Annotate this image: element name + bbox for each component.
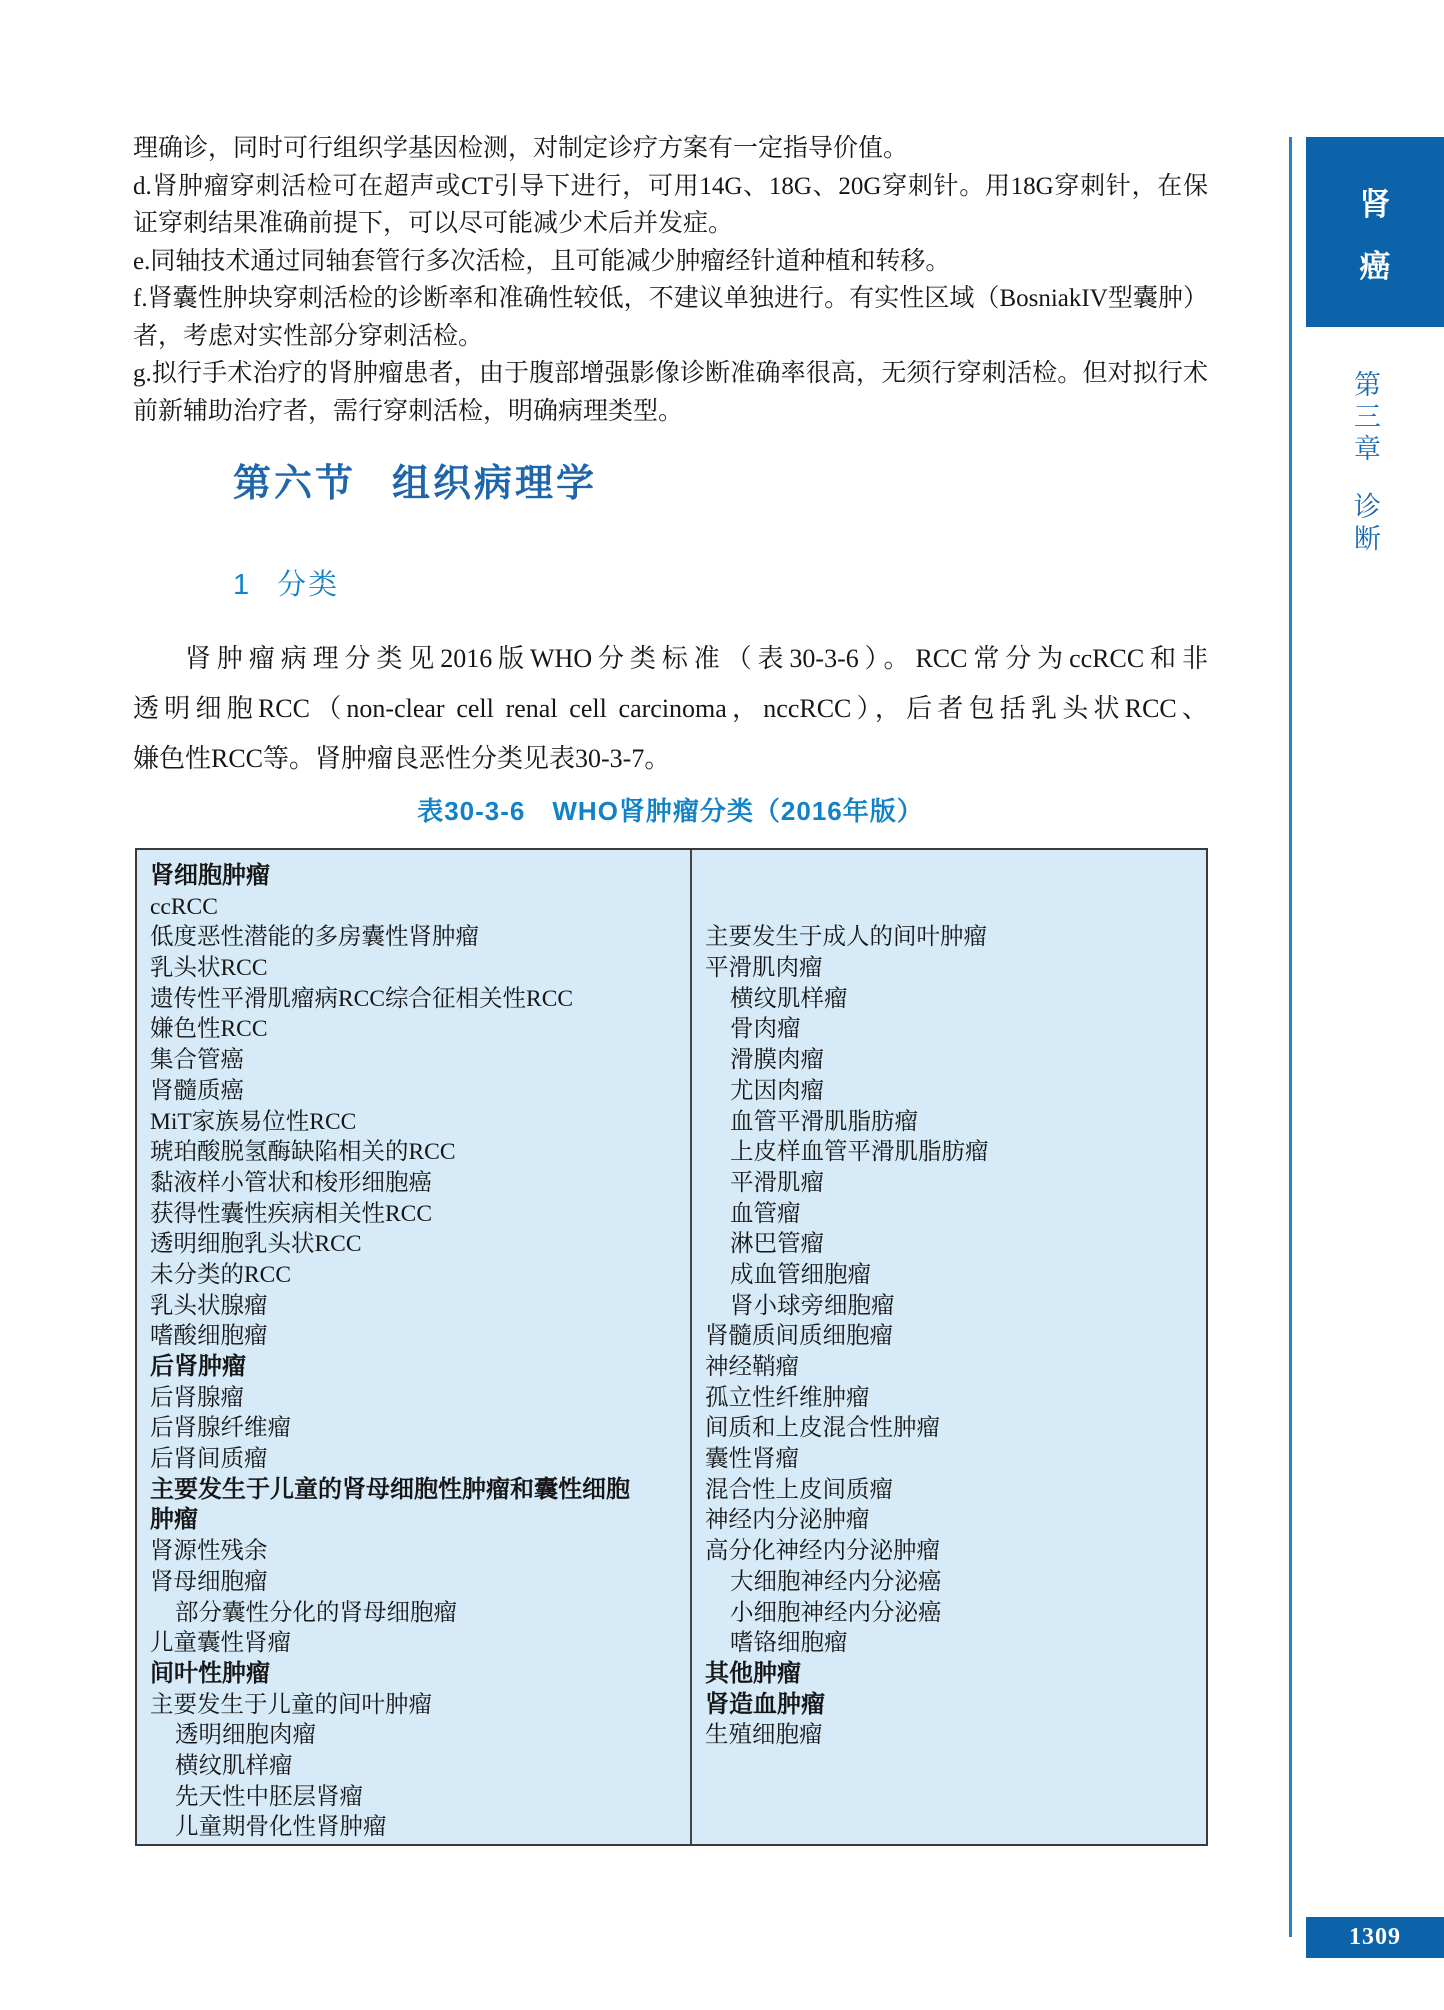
table-row: 间叶性肿瘤 <box>150 1659 270 1687</box>
table-row: 生殖细胞瘤 <box>705 1722 823 1749</box>
section-label: 第六节 <box>233 463 357 505</box>
table-row: 肾髓质癌 <box>150 1077 244 1104</box>
table-row: 后肾间质瘤 <box>150 1446 268 1473</box>
table-row: 琥珀酸脱氢酶缺陷相关的RCC <box>150 1139 456 1166</box>
table-row: 肾细胞肿瘤 <box>150 862 270 889</box>
chapter-tab <box>1306 137 1444 327</box>
table-row: 大细胞神经内分泌癌 <box>730 1568 942 1595</box>
table-row: 骨肉瘤 <box>730 1016 801 1043</box>
table-row <box>692 1782 1206 1813</box>
table-row <box>692 1812 1206 1843</box>
text-line: 嫌色性RCC等。肾肿瘤良恶性分类见表30-3-7。 <box>133 744 671 773</box>
table-row: 后肾肿瘤 <box>150 1353 246 1380</box>
table-row: 透明细胞乳头状RCC <box>150 1231 362 1258</box>
table-row: 后肾腺瘤 <box>150 1384 244 1411</box>
text-line: 者，考虑对实性部分穿刺活检。 <box>133 322 484 350</box>
table-row: 淋巴管瘤 <box>730 1231 824 1258</box>
table-row: 混合性上皮间质瘤 <box>705 1476 893 1503</box>
chapter-number: 第三章 <box>1350 370 1380 466</box>
subsection-title: 分类 <box>277 569 340 601</box>
table-row: 黏液样小管状和梭形细胞癌 <box>150 1169 432 1196</box>
table-row: 未分类的RCC <box>150 1261 292 1288</box>
table-row: 先天性中胚层肾瘤 <box>175 1783 363 1810</box>
text-line: f.肾囊性肿块穿刺活检的诊断率和准确性较低，不建议单独进行。有实性区域（BosniakIV型囊肿） <box>133 285 1208 312</box>
subsection-number: 1 <box>233 569 252 601</box>
table-row <box>692 892 1206 923</box>
table-row: 嫌色性RCC <box>150 1016 268 1043</box>
table-row: 囊性肾瘤 <box>705 1446 799 1473</box>
table-row: 横纹肌样瘤 <box>175 1752 293 1779</box>
chapter-tab-char: 肾 <box>1359 186 1391 222</box>
table-row: 横纹肌样瘤 <box>730 985 848 1012</box>
text-line: d.肾肿瘤穿刺活检可在超声或CT引导下进行，可用14G、18G、20G穿刺针。用18G穿刺针，在保 <box>133 172 1208 200</box>
text-line: 理确诊，同时可行组织学基因检测，对制定诊疗方案有一定指导价值。 <box>133 135 909 162</box>
table-right-column <box>692 850 1206 1844</box>
table-row: 部分囊性分化的肾母细胞瘤 <box>175 1599 457 1626</box>
table-row <box>692 861 1206 892</box>
table-row: 儿童期骨化性肾肿瘤 <box>175 1814 387 1841</box>
table-row: 血管平滑肌脂肪瘤 <box>730 1108 918 1135</box>
table-row: 尤因肉瘤 <box>730 1077 824 1104</box>
table-row: 肾髓质间质细胞瘤 <box>705 1323 893 1350</box>
table-row: 获得性囊性疾病相关性RCC <box>150 1200 433 1227</box>
table-row: 神经鞘瘤 <box>705 1354 799 1380</box>
table-row: ccRCC <box>150 893 218 920</box>
table-row <box>692 1751 1206 1782</box>
table-left-column <box>137 850 692 1844</box>
text-line: 证穿刺结果准确前提下，可以尽可能减少术后并发症。 <box>133 210 734 237</box>
chapter-tab-char: 癌 <box>1359 248 1391 284</box>
subsection-heading <box>233 562 339 603</box>
table-row: 神经内分泌肿瘤 <box>705 1507 870 1534</box>
text-line: 前新辅助治疗者，需行穿刺活检，明确病理类型。 <box>133 397 684 425</box>
table-caption: 表30-3-6 WHO肾肿瘤分类（2016年版） <box>417 796 924 826</box>
table-row: 高分化神经内分泌肿瘤 <box>705 1538 940 1565</box>
page-number-badge <box>1306 1917 1444 1958</box>
table-row: MiT家族易位性RCC <box>150 1108 357 1135</box>
page-number: 1309 <box>1349 1924 1401 1950</box>
table-row: 成血管细胞瘤 <box>730 1261 871 1288</box>
table-row: 低度恶性潜能的多房囊性肾肿瘤 <box>150 924 479 951</box>
table-row: 小细胞神经内分泌癌 <box>730 1599 942 1626</box>
table-row: 间质和上皮混合性肿瘤 <box>705 1415 940 1442</box>
text-line: 肾肿瘤病理分类见2016版WHO分类标准（表30-3-6）。RCC常分为ccRCC和非 <box>185 644 1208 673</box>
intro-paragraph <box>133 634 1208 784</box>
table-row: 主要发生于成人的间叶肿瘤 <box>705 924 987 951</box>
chapter-section-label: 诊断 <box>1350 492 1380 556</box>
table-row: 肾母细胞瘤 <box>150 1568 268 1595</box>
text-line: g.拟行手术治疗的肾肿瘤患者，由于腹部增强影像诊断准确率很高，无须行穿刺活检。但对拟行术 <box>133 360 1208 387</box>
top-paragraph <box>133 130 1208 430</box>
table-row: 乳头状腺瘤 <box>150 1292 268 1319</box>
table-row: 集合管癌 <box>150 1047 244 1074</box>
table-row: 乳头状RCC <box>150 955 268 982</box>
table-row: 肾造血肿瘤 <box>705 1690 825 1718</box>
text-line: 透明细胞RCC（non-clear cell renal cell carcinoma，nccRCC），后者包括乳头状RCC、 <box>133 694 1208 723</box>
table-row: 遗传性平滑肌瘤病RCC综合征相关性RCC <box>150 985 574 1012</box>
table-row: 其他肿瘤 <box>705 1659 801 1687</box>
table-row: 肿瘤 <box>150 1506 198 1534</box>
table-row: 血管瘤 <box>730 1200 801 1227</box>
section-title: 组织病理学 <box>392 463 598 505</box>
text-line: e.同轴技术通过同轴套管行多次活检，且可能减少肿瘤经针道种植和转移。 <box>133 247 951 275</box>
table-row: 上皮样血管平滑肌脂肪瘤 <box>730 1139 989 1166</box>
table-row: 肾源性残余 <box>150 1538 268 1565</box>
table-row: 嗜酸细胞瘤 <box>150 1323 268 1350</box>
table-row: 主要发生于儿童的间叶肿瘤 <box>150 1691 432 1718</box>
table-row: 透明细胞肉瘤 <box>175 1722 316 1749</box>
section-heading <box>233 452 597 507</box>
chapter-label <box>1346 370 1385 556</box>
table-row: 孤立性纤维肿瘤 <box>705 1384 870 1411</box>
table-row: 后肾腺纤维瘤 <box>150 1415 291 1442</box>
table-row: 儿童囊性肾瘤 <box>150 1630 291 1657</box>
sidebar-rule <box>1289 137 1292 1937</box>
table-row: 平滑肌瘤 <box>730 1169 824 1196</box>
table-row: 滑膜肉瘤 <box>730 1047 824 1074</box>
table-row: 主要发生于儿童的肾母细胞性肿瘤和囊性细胞 <box>150 1475 630 1503</box>
table-row: 平滑肌肉瘤 <box>705 955 823 982</box>
table-row: 肾小球旁细胞瘤 <box>730 1292 895 1319</box>
table-row: 嗜铬细胞瘤 <box>730 1630 848 1657</box>
classification-table <box>135 848 1208 1846</box>
